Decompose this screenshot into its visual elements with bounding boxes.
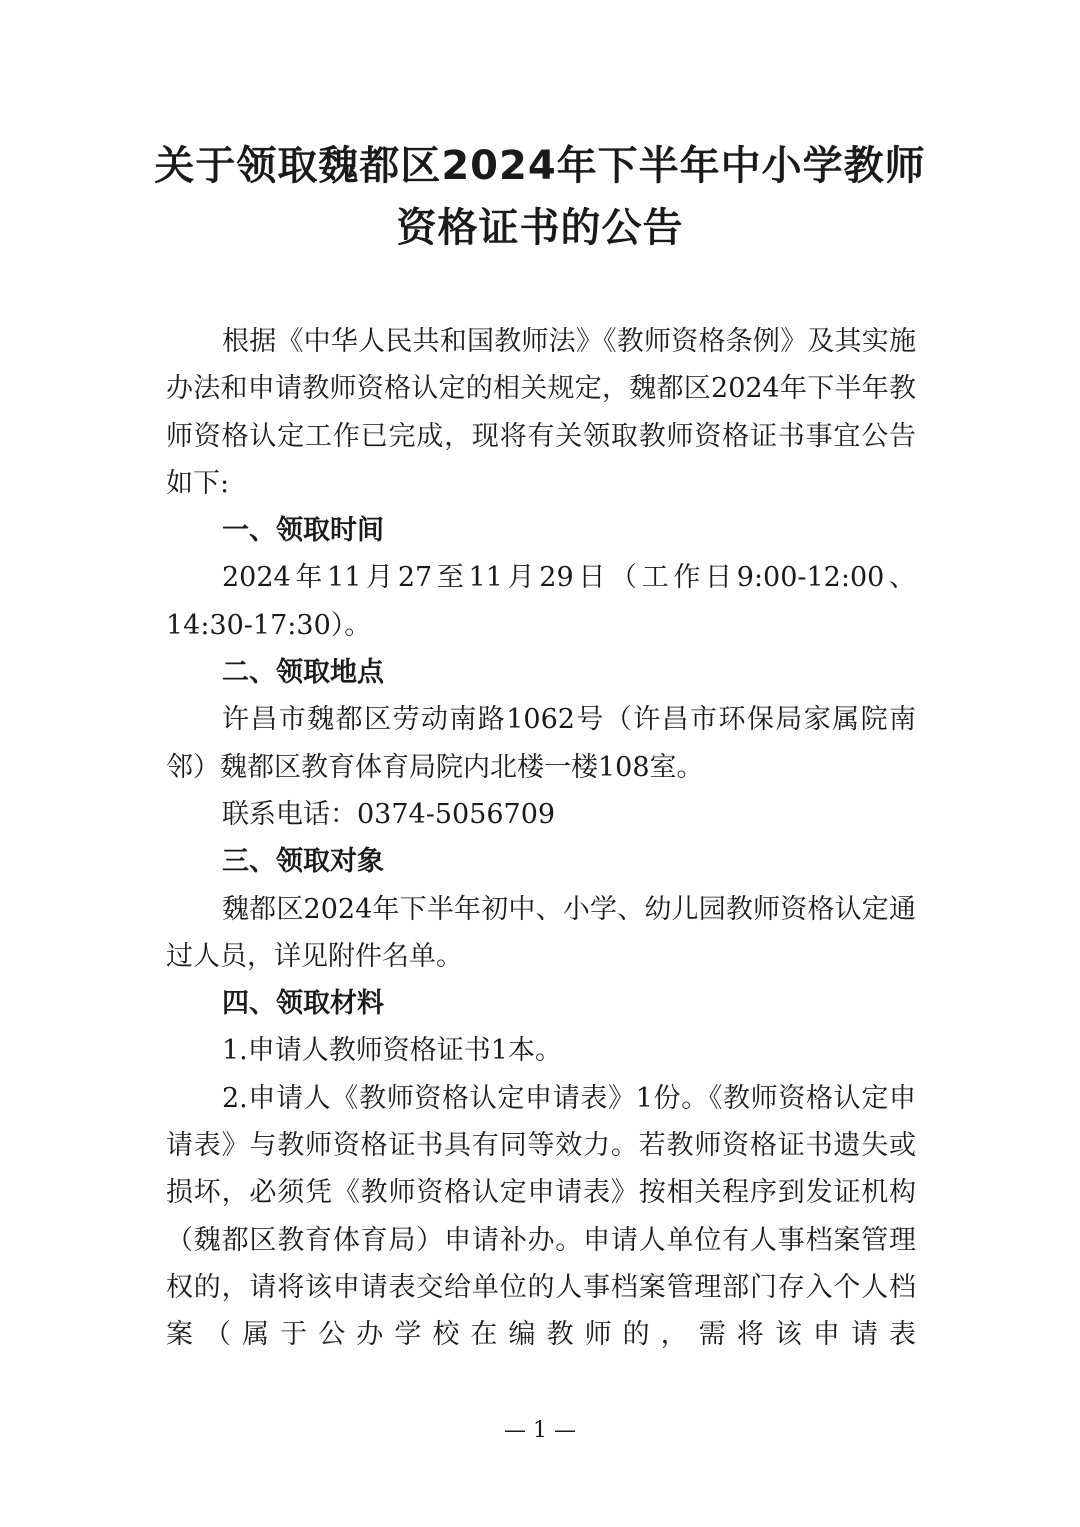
document-body	[166, 318, 916, 1359]
page-number: — 1 —	[504, 1418, 576, 1443]
intro-paragraph: 根据《中华人民共和国教师法》《教师资格条例》及其实施办法和申请教师资格认定的相关规定，魏都区2024年下半年教师资格认定工作已完成，现将有关领取教师资格证书事宜公告如下:	[166, 326, 916, 499]
recipients-paragraph: 魏都区2024年下半年初中、小学、幼儿园教师资格认定通过人员，详见附件名单。	[166, 893, 916, 972]
section-heading-time: 一、领取时间	[222, 515, 384, 547]
document-title-line-1: 关于领取魏都区2024年下半年中小学教师	[154, 143, 926, 189]
section-heading-location: 二、领取地点	[222, 657, 384, 689]
contact-phone: 联系电话：0374-5056709	[222, 798, 556, 830]
section-heading-materials: 四、领取材料	[222, 988, 384, 1020]
document-title-line-2: 资格证书的公告	[396, 205, 684, 251]
materials-item-2: 2.申请人《教师资格认定申请表》1份。《教师资格认定申请表》与教师资格证书具有同等效力。若教师资格证书遗失或损坏，必须凭《教师资格认定申请表》按相关程序到发证机构（魏都区教育体育局）申请补办。申请人单位有人事档案管理权的，请将该申请表交给单位的人事档案管理部门存入个人档案（属于公办学校在编教师的，需将该申请表	[166, 1082, 916, 1351]
materials-item-1: 1.申请人教师资格证书1本。	[222, 1035, 562, 1067]
section-heading-recipients: 三、领取对象	[222, 846, 384, 878]
location-paragraph: 许昌市魏都区劳动南路1062号（许昌市环保局家属院南邻）魏都区教育体育局院内北楼一楼108室。	[166, 704, 916, 783]
time-paragraph: 2024年11月27至11月29日（工作日9:00-12:00、14:30-17:30）。	[166, 562, 916, 641]
